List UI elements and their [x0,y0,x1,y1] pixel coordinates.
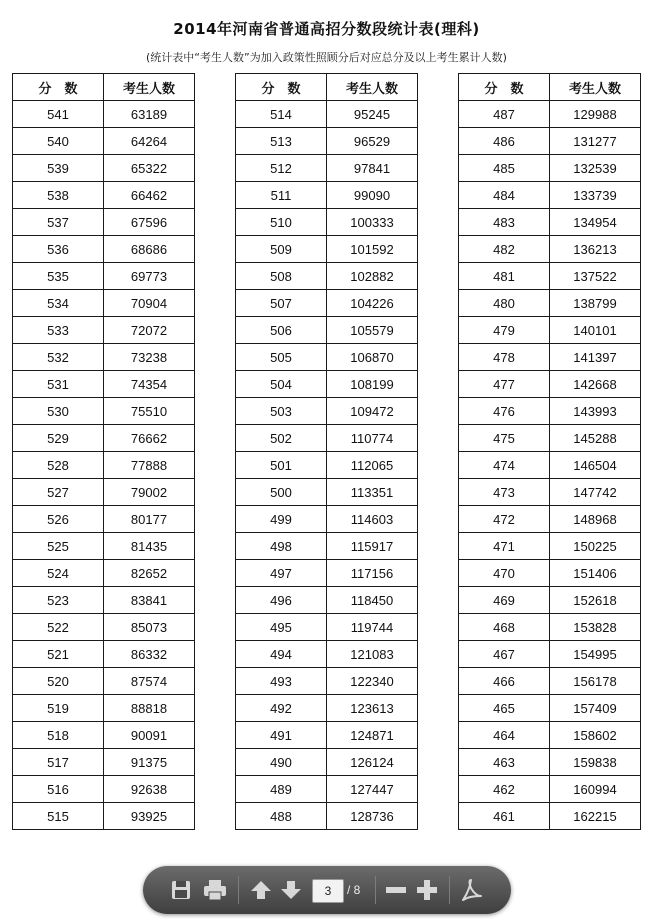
score-cell: 529 [13,425,104,452]
count-cell: 86332 [104,641,195,668]
score-table-2 [235,73,418,830]
table-row [13,452,195,479]
score-cell: 527 [13,479,104,506]
count-cell: 108199 [327,371,418,398]
table-row [236,182,418,209]
score-cell: 502 [236,425,327,452]
score-cell: 498 [236,533,327,560]
score-cell: 481 [459,263,550,290]
count-cell: 162215 [550,803,641,830]
count-cell: 69773 [104,263,195,290]
table-row [459,506,641,533]
table-row [13,290,195,317]
next-page-button[interactable] [278,877,304,903]
score-cell: 471 [459,533,550,560]
count-cell: 122340 [327,668,418,695]
count-cell: 143993 [550,398,641,425]
table-row [13,533,195,560]
score-cell: 520 [13,668,104,695]
acrobat-icon [459,878,483,902]
zoom-out-icon [385,879,407,901]
table-row [236,236,418,263]
count-cell: 126124 [327,749,418,776]
column-header-score: 分 数 [13,74,104,101]
count-cell: 76662 [104,425,195,452]
count-cell: 153828 [550,614,641,641]
score-cell: 476 [459,398,550,425]
score-cell: 536 [13,236,104,263]
count-cell: 140101 [550,317,641,344]
table-row [459,776,641,803]
print-icon [203,879,227,901]
table-row [459,614,641,641]
count-cell: 91375 [104,749,195,776]
table-row [13,479,195,506]
table-row [459,452,641,479]
count-cell: 129988 [550,101,641,128]
score-cell: 484 [459,182,550,209]
score-cell: 508 [236,263,327,290]
score-cell: 506 [236,317,327,344]
count-cell: 79002 [104,479,195,506]
count-cell: 67596 [104,209,195,236]
table-row [13,128,195,155]
score-cell: 499 [236,506,327,533]
count-cell: 100333 [327,209,418,236]
score-cell: 524 [13,560,104,587]
count-cell: 118450 [327,587,418,614]
open-in-acrobat-button[interactable] [458,877,484,903]
count-cell: 63189 [104,101,195,128]
table-row [459,209,641,236]
count-cell: 106870 [327,344,418,371]
table-row [236,452,418,479]
toolbar-divider [375,876,376,904]
score-cell: 493 [236,668,327,695]
count-cell: 102882 [327,263,418,290]
score-cell: 512 [236,155,327,182]
table-row [13,344,195,371]
table-row [236,506,418,533]
arrow-down-icon [280,879,302,901]
count-cell: 151406 [550,560,641,587]
count-cell: 148968 [550,506,641,533]
table-row [13,506,195,533]
table-header-row [459,74,641,101]
count-cell: 158602 [550,722,641,749]
save-button[interactable] [168,877,194,903]
count-cell: 123613 [327,695,418,722]
count-cell: 112065 [327,452,418,479]
score-cell: 521 [13,641,104,668]
score-cell: 468 [459,614,550,641]
table-row [236,749,418,776]
score-cell: 518 [13,722,104,749]
table-row [459,155,641,182]
score-cell: 531 [13,371,104,398]
column-header-count: 考生人数 [550,74,641,101]
table-row [459,803,641,830]
table-row [236,668,418,695]
toolbar-divider [449,876,450,904]
count-cell: 136213 [550,236,641,263]
table-row [459,587,641,614]
count-cell: 146504 [550,452,641,479]
count-cell: 152618 [550,587,641,614]
count-cell: 75510 [104,398,195,425]
table-row [236,533,418,560]
score-cell: 528 [13,452,104,479]
score-cell: 539 [13,155,104,182]
score-cell: 492 [236,695,327,722]
score-cell: 466 [459,668,550,695]
count-cell: 117156 [327,560,418,587]
table-row [459,101,641,128]
table-row [236,695,418,722]
table-row [13,587,195,614]
count-cell: 141397 [550,344,641,371]
table-row [13,101,195,128]
table-row [459,398,641,425]
score-cell: 516 [13,776,104,803]
count-cell: 72072 [104,317,195,344]
score-cell: 494 [236,641,327,668]
score-cell: 485 [459,155,550,182]
table-row [459,749,641,776]
score-cell: 489 [236,776,327,803]
score-cell: 496 [236,587,327,614]
count-cell: 82652 [104,560,195,587]
zoom-out-button[interactable] [383,877,409,903]
count-cell: 104226 [327,290,418,317]
pdf-viewer-toolbar [143,866,511,914]
count-cell: 157409 [550,695,641,722]
table-row [459,668,641,695]
score-cell: 533 [13,317,104,344]
score-cell: 478 [459,344,550,371]
page-total: / 8 [347,883,361,897]
count-cell: 154995 [550,641,641,668]
table-row [459,182,641,209]
toolbar-divider [238,876,239,904]
score-cell: 534 [13,290,104,317]
table-row [13,695,195,722]
table-row [13,209,195,236]
score-cell: 477 [459,371,550,398]
count-cell: 97841 [327,155,418,182]
table-row [13,155,195,182]
score-cell: 482 [459,236,550,263]
count-cell: 113351 [327,479,418,506]
table-row [13,722,195,749]
column-header-score: 分 数 [459,74,550,101]
score-cell: 537 [13,209,104,236]
score-cell: 467 [459,641,550,668]
table-row [236,479,418,506]
table-row [236,263,418,290]
table-row [459,695,641,722]
score-cell: 526 [13,506,104,533]
count-cell: 93925 [104,803,195,830]
table-row [236,344,418,371]
score-cell: 514 [236,101,327,128]
score-cell: 488 [236,803,327,830]
count-cell: 133739 [550,182,641,209]
table-row [459,533,641,560]
score-cell: 473 [459,479,550,506]
count-cell: 87574 [104,668,195,695]
count-cell: 73238 [104,344,195,371]
score-cell: 462 [459,776,550,803]
table-row [459,479,641,506]
table-row [236,776,418,803]
table-row [13,371,195,398]
count-cell: 105579 [327,317,418,344]
document-title: 2014年河南省普通高招分数段统计表(理科) [173,20,480,38]
table-row [13,776,195,803]
score-cell: 475 [459,425,550,452]
score-cell: 515 [13,803,104,830]
table-row [236,101,418,128]
score-cell: 491 [236,722,327,749]
table-row [236,722,418,749]
table-row [236,155,418,182]
count-cell: 110774 [327,425,418,452]
count-cell: 65322 [104,155,195,182]
score-cell: 530 [13,398,104,425]
count-cell: 115917 [327,533,418,560]
count-cell: 156178 [550,668,641,695]
table-row [459,128,641,155]
table-row [459,641,641,668]
score-cell: 470 [459,560,550,587]
score-cell: 532 [13,344,104,371]
count-cell: 160994 [550,776,641,803]
table-header-row [13,74,195,101]
count-cell: 66462 [104,182,195,209]
table-row [459,317,641,344]
count-cell: 77888 [104,452,195,479]
count-cell: 137522 [550,263,641,290]
table-row [459,344,641,371]
zoom-in-button[interactable] [414,877,440,903]
score-cell: 504 [236,371,327,398]
column-header-count: 考生人数 [327,74,418,101]
score-cell: 465 [459,695,550,722]
count-cell: 90091 [104,722,195,749]
table-row [459,236,641,263]
count-cell: 101592 [327,236,418,263]
score-cell: 523 [13,587,104,614]
table-row [236,614,418,641]
count-cell: 132539 [550,155,641,182]
score-table-3 [458,73,641,830]
score-cell: 522 [13,614,104,641]
count-cell: 109472 [327,398,418,425]
score-cell: 480 [459,290,550,317]
score-cell: 464 [459,722,550,749]
count-cell: 95245 [327,101,418,128]
score-cell: 461 [459,803,550,830]
table-header-row [236,74,418,101]
score-cell: 479 [459,317,550,344]
count-cell: 96529 [327,128,418,155]
table-row [459,371,641,398]
count-cell: 134954 [550,209,641,236]
table-row [13,425,195,452]
count-cell: 142668 [550,371,641,398]
count-cell: 119744 [327,614,418,641]
score-cell: 541 [13,101,104,128]
table-row [13,236,195,263]
table-row [236,641,418,668]
count-cell: 99090 [327,182,418,209]
score-cell: 513 [236,128,327,155]
score-cell: 510 [236,209,327,236]
score-cell: 463 [459,749,550,776]
score-cell: 535 [13,263,104,290]
count-cell: 128736 [327,803,418,830]
count-cell: 74354 [104,371,195,398]
table-row [459,425,641,452]
page-number-input[interactable]: 3 [312,879,344,903]
table-row [13,182,195,209]
score-cell: 472 [459,506,550,533]
count-cell: 138799 [550,290,641,317]
score-cell: 525 [13,533,104,560]
count-cell: 80177 [104,506,195,533]
count-cell: 150225 [550,533,641,560]
score-cell: 519 [13,695,104,722]
count-cell: 124871 [327,722,418,749]
table-row [236,371,418,398]
table-row [236,425,418,452]
score-cell: 540 [13,128,104,155]
count-cell: 147742 [550,479,641,506]
table-row [236,209,418,236]
score-cell: 511 [236,182,327,209]
table-row [236,803,418,830]
score-cell: 497 [236,560,327,587]
score-cell: 490 [236,749,327,776]
count-cell: 121083 [327,641,418,668]
score-cell: 483 [459,209,550,236]
table-row [236,398,418,425]
score-cell: 469 [459,587,550,614]
score-cell: 517 [13,749,104,776]
count-cell: 81435 [104,533,195,560]
table-row [13,749,195,776]
table-row [236,290,418,317]
count-cell: 68686 [104,236,195,263]
table-row [236,128,418,155]
score-cell: 507 [236,290,327,317]
table-row [459,560,641,587]
table-row [236,560,418,587]
score-cell: 474 [459,452,550,479]
arrow-up-icon [250,879,272,901]
count-cell: 88818 [104,695,195,722]
column-header-score: 分 数 [236,74,327,101]
count-cell: 159838 [550,749,641,776]
count-cell: 64264 [104,128,195,155]
previous-page-button[interactable] [248,877,274,903]
score-table-1 [12,73,195,830]
count-cell: 70904 [104,290,195,317]
score-cell: 505 [236,344,327,371]
count-cell: 114603 [327,506,418,533]
count-cell: 83841 [104,587,195,614]
zoom-in-icon [416,879,438,901]
score-cell: 495 [236,614,327,641]
table-row [13,560,195,587]
score-cell: 501 [236,452,327,479]
score-cell: 538 [13,182,104,209]
score-cell: 509 [236,236,327,263]
table-row [236,317,418,344]
score-cell: 486 [459,128,550,155]
table-row [13,668,195,695]
print-button[interactable] [202,877,228,903]
document-note: (统计表中“考生人数”为加入政策性照顾分后对应总分及以上考生累计人数) [146,51,507,64]
table-row [13,803,195,830]
score-cell: 500 [236,479,327,506]
column-header-count: 考生人数 [104,74,195,101]
table-row [13,317,195,344]
table-row [459,290,641,317]
table-row [13,641,195,668]
count-cell: 92638 [104,776,195,803]
score-cell: 503 [236,398,327,425]
table-row [13,263,195,290]
table-row [459,722,641,749]
save-icon [170,879,192,901]
count-cell: 131277 [550,128,641,155]
table-row [13,398,195,425]
table-row [236,587,418,614]
table-row [459,263,641,290]
count-cell: 85073 [104,614,195,641]
score-cell: 487 [459,101,550,128]
table-row [13,614,195,641]
count-cell: 145288 [550,425,641,452]
count-cell: 127447 [327,776,418,803]
